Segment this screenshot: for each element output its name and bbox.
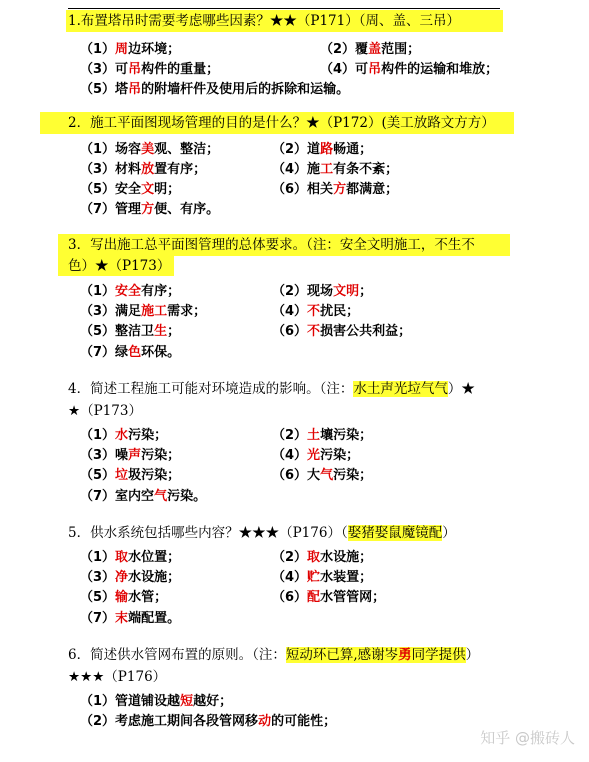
q3-title-line1: 3．写出施工总平面图管理的总体要求。（注：安全文明施工，不生不	[68, 237, 475, 253]
q3-answer-2: （2）现场文明；	[272, 284, 373, 299]
q6-title-line1: 6．简述供水管网布置的原则。（注：短动环已算,感谢岑勇同学提供）	[68, 647, 480, 663]
q2-answer-4: （4）施工有条不紊；	[272, 162, 399, 177]
q3-answer-5: （5）整洁卫生；	[80, 324, 181, 339]
q2-answer-3: （3）材料放置有序；	[80, 162, 207, 177]
watermark: 知乎 @搬砖人	[480, 729, 575, 747]
q2-title: 2．施工平面图现场管理的目的是什么？★（P172）(美工放路文方方）	[68, 115, 495, 131]
q2-answer-5: （5）安全文明；	[80, 182, 181, 197]
q6-title-line2: ★★★（P176）	[68, 669, 167, 685]
q3-answer-3: （3）满足施工需求；	[80, 304, 207, 319]
q3-answer-4: （4）不扰民；	[272, 304, 360, 319]
q4-answer-4: （4）光污染；	[272, 448, 360, 463]
q5-answer-3: （3）净水设施；	[80, 570, 181, 585]
q2-answer-2: （2）道路畅通；	[272, 142, 373, 157]
q5-answer-6: （6）配水管管网；	[272, 590, 386, 605]
q5-answer-4: （4）贮水装置；	[272, 570, 373, 585]
q3-answer-1: （1）安全有序；	[80, 284, 181, 299]
q1-answer-3: （3）可吊构件的重量；	[80, 62, 220, 77]
q3-answer-6: （6）不损害公共利益；	[272, 324, 412, 339]
q6-answer-2: （2）考虑施工期间各段管网移动的可能性；	[80, 714, 337, 729]
q2-answer-1: （1）场容美观、整洁；	[80, 142, 220, 157]
q1-title: 1.布置塔吊时需要考虑哪些因素？★★（P171）（周、盖、三吊）	[68, 13, 460, 29]
q1-answer-1: （1）周边环境；	[80, 42, 181, 57]
q1-answer-5: （5）塔吊的附墙杆件及使用后的拆除和运输。	[80, 82, 350, 97]
q4-answer-6: （6）大气污染；	[272, 468, 373, 483]
q6-answer-1: （1）管道铺设越短越好；	[80, 694, 233, 709]
q5-answer-1: （1）取水位置；	[80, 550, 181, 565]
q3-title-line2: 色）★（P173）	[68, 258, 171, 274]
q4-answer-1: （1）水污染；	[80, 428, 168, 443]
q4-title-line1: 4．简述工程施工可能对环境造成的影响。（注：水土声光垃气气）★	[68, 381, 475, 397]
q1-answer-4: （4）可吊构件的运输和堆放；	[320, 62, 499, 77]
q3-answer-7: （7）绿色环保。	[80, 345, 181, 360]
q5-answer-2: （2）取水设施；	[272, 550, 373, 565]
q5-answer-7: （7）末端配置。	[80, 611, 181, 626]
q4-answer-7: （7）室内空气污染。	[80, 489, 207, 504]
top-rule	[68, 8, 500, 9]
q2-answer-6: （6）相关方都满意；	[272, 182, 399, 197]
q2-answer-7: （7）管理方便、有序。	[80, 202, 220, 217]
q5-answer-5: （5）输水管；	[80, 590, 168, 605]
q4-title-line2: ★（P173）	[68, 403, 142, 419]
q4-answer-5: （5）垃圾污染；	[80, 468, 181, 483]
q4-answer-3: （3）噪声污染；	[80, 448, 181, 463]
q5-title: 5．供水系统包括哪些内容？★★★（P176）（娶猪娶鼠魔镜配）	[68, 525, 456, 541]
q1-answer-2: （2）覆盖范围；	[320, 42, 421, 57]
q4-answer-2: （2）土壤污染；	[272, 428, 373, 443]
